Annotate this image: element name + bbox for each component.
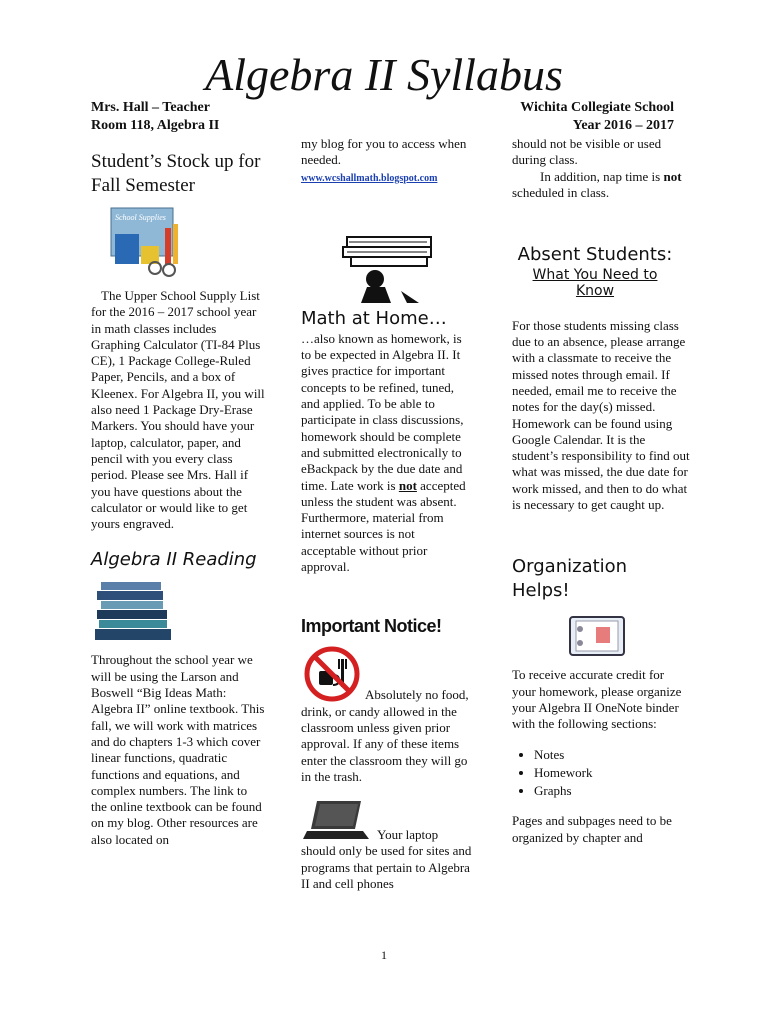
blog-continued: my blog for you to access when needed. (301, 136, 467, 168)
column-2 (301, 136, 472, 892)
stock-heading: Student’s Stock up for Fall Semester (91, 151, 261, 196)
page-title: Algebra II Syllabus (205, 49, 563, 100)
absent-subheading: What You Need to Know (532, 267, 658, 300)
reading-paragraph: Throughout the school year we will be using the Larson and Boswell “Big Ideas Math: Algebra II” online textbook. This fall, we will work with matrices and do chapters 1-3 which cover linear functions, quadratic functions and equations, and complex numbers. The link to the online textbook can be found on my blog. Other resources are also located on (91, 652, 265, 847)
room-number: Room 118, Algebra II (91, 118, 220, 133)
list-item: • Graphs (534, 783, 690, 799)
homework-paragraph: …also known as homework, is to be expected in Algebra II. It gives practice for important concepts to be refined, tuned, and applied. To be able to participate in class discussions, homework should be complete and submitted electronically to eBackpack by the due date and time. Late work is not accepted unless the student was absent. Furthermore, material from internet sources is not acceptable without prior approval. (301, 330, 466, 575)
binder-image (566, 613, 690, 659)
food-paragraph: Absolutely no food, drink, or candy allowed in the classroom unless given prior approval. If any of these items enter the classroom they will go in the trash. (301, 687, 469, 784)
absent-heading: Absent Students: (517, 244, 673, 266)
no-food-block (301, 645, 472, 701)
laptop-continued: should not be visible or used during class. (512, 136, 662, 168)
no-food-icon (303, 645, 361, 703)
list-item: • Homework (534, 765, 690, 781)
math-at-home-heading: Math at Home… (301, 307, 447, 329)
organization-heading: Organization Helps! (512, 556, 628, 602)
page-number: 1 (381, 948, 387, 962)
important-notice-heading: Important Notice! (301, 616, 442, 637)
school-name: Wichita Collegiate School (520, 100, 674, 115)
sections-list (512, 747, 690, 800)
book-stack-image (93, 580, 266, 644)
list-item: • Notes (534, 747, 690, 763)
school-supplies-image (105, 206, 266, 278)
supply-graphic-text: School Supplies (115, 213, 166, 222)
supply-paragraph: The Upper School Supply List for the 2016 – 2017 school year in math classes includes Graphing Calculator (TI-84 Plus CE), 1 Package College-Ruled Paper, Pencils, and a box of Kleenex. For Algebra II, you will also need 1 Package Dry-Erase Markers. You should have your laptop, calculator, paper, and pencil with you every class period. Please see Mrs. Hall if you have questions about the calculator or would like to get yours engraved. (91, 288, 265, 532)
laptop-paragraph: Your laptop should only be used for sites and programs that pertain to Algebra II and cell phones (301, 827, 472, 892)
homework-not: not (398, 477, 417, 493)
column-1 (91, 136, 266, 848)
reading-heading: Algebra II Reading (91, 549, 257, 571)
student-with-books-image (341, 231, 472, 303)
nap-paragraph: In addition, nap time is not scheduled in class. (512, 168, 682, 200)
laptop-block (301, 799, 472, 831)
pages-paragraph: Pages and subpages need to be organized by chapter and (512, 813, 672, 845)
nap-not: not (663, 168, 682, 184)
teacher-name: Mrs. Hall – Teacher (91, 100, 210, 115)
header-right (520, 99, 674, 135)
blog-link[interactable]: www.wcshallmath.blogspot.com (301, 172, 438, 184)
organization-paragraph: To receive accurate credit for your homework, please organize your Algebra II OneNote binder with the following sections: (512, 667, 682, 732)
column-3 (512, 136, 690, 846)
absent-heading-block (512, 243, 678, 300)
laptop-icon (303, 799, 373, 841)
header-left (91, 99, 219, 135)
absent-paragraph: For those students missing class due to an absence, please arrange with a classmate to receive the missed notes through email. If needed, email me to receive the notes for the day(s) missed. Homework can be found using Google Calendar. It is the student’s responsibility to find out what was missed, the due date for work missed, and then to do what is necessary to get caught up. (512, 317, 690, 513)
school-year: Year 2016 – 2017 (572, 118, 674, 133)
